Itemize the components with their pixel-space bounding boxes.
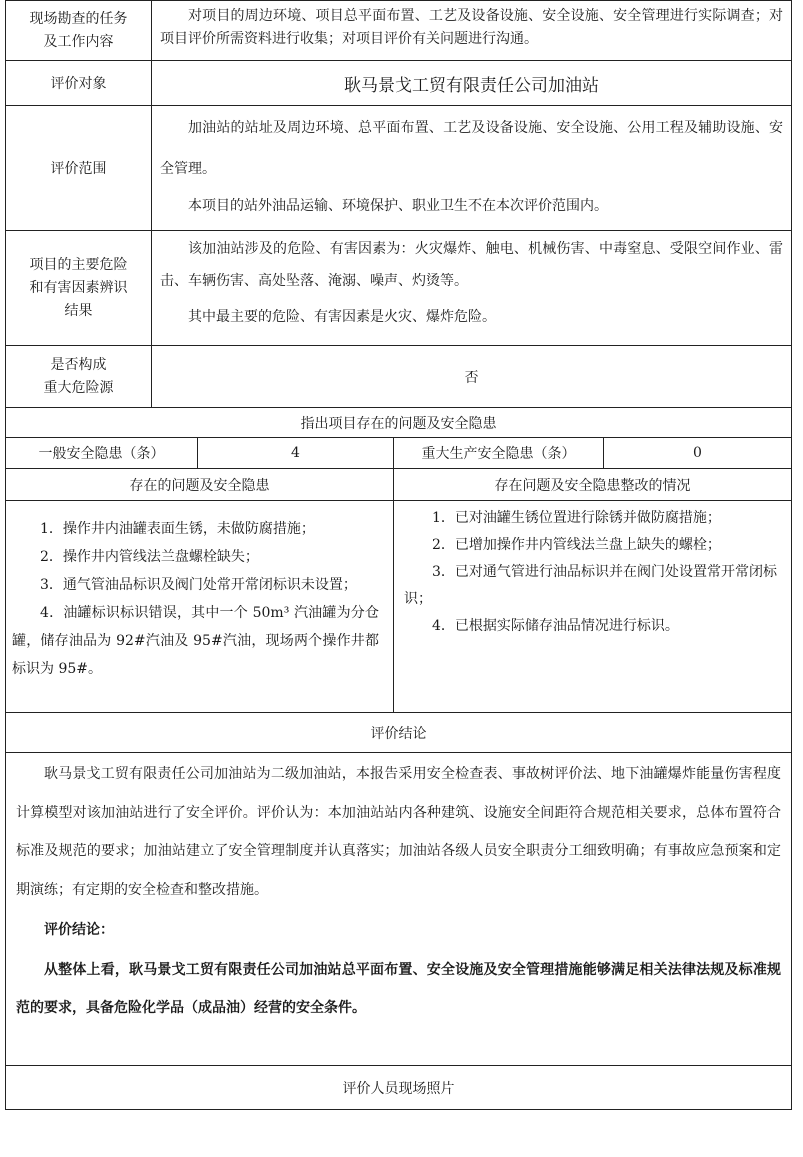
scope-paragraph-1: 加油站的站址及周边环境、总平面布置、工艺及设备设施、安全设施、公用工程及辅助设施、安全管理。 <box>160 120 783 177</box>
major-hazard-count: 0 <box>693 445 702 461</box>
issues-header-cell <box>5 407 792 437</box>
problems-list-cell <box>5 500 393 712</box>
assessment-table <box>5 0 792 1110</box>
fixes-header-cell <box>393 468 792 500</box>
major-source-label-line-1: 是否构成 <box>50 356 107 373</box>
photos-label: 评价人员现场照片 <box>342 1080 455 1097</box>
hazard-paragraph-1: 该加油站涉及的危险、有害因素为：火灾爆炸、触电、机械伤害、中毒窒息、受限空间作业、雷击、车辆伤害、高处坠落、淹溺、噪声、灼烫等。 <box>160 241 783 289</box>
object-value: 耿马景戈工贸有限责任公司加油站 <box>344 75 599 96</box>
problem-item: 3．通气管油品标识及阀门处常开常闭标识未设置； <box>40 577 357 593</box>
hazard-label-cell <box>5 230 151 345</box>
general-hazard-count: 4 <box>291 445 300 461</box>
scope-label: 评价范围 <box>50 161 107 177</box>
hazard-content-cell <box>151 230 792 345</box>
scope-paragraph-2: 本项目的站外油品运输、环境保护、职业卫生不在本次评价范围内。 <box>188 198 608 214</box>
general-hazard-label-cell <box>5 437 197 468</box>
conclusion-text: 耿马景戈工贸有限责任公司加油站为二级加油站，本报告采用安全检查表、事故树评价法、地下油罐爆炸能量伤害程度计算模型对该加油站进行了安全评价。评价认为：本加油站站内各种建筑、设施安全间距符合规范相关要求，总体布置符合标准及规范的要求；加油站建立了安全管理制度并认真落实；加油站各级人员安全职责分工细致明确；有事故应急预案和定期演练；有定期的安全检查和整改措施。 <box>16 766 781 898</box>
major-source-label-line-2: 重大危险源 <box>43 379 114 396</box>
fixes-header: 存在问题及安全隐患整改的情况 <box>494 477 691 494</box>
fix-item: 1．已对油罐生锈位置进行除锈并做防腐措施； <box>432 510 721 526</box>
conclusion-bold-heading: 评价结论： <box>44 922 114 938</box>
task-content-cell <box>151 0 792 60</box>
task-label-cell <box>5 0 151 60</box>
hazard-label-line-1: 项目的主要危险 <box>29 256 128 273</box>
object-label: 评价对象 <box>50 76 107 92</box>
scope-label-cell <box>5 105 151 230</box>
major-source-label-cell <box>5 345 151 407</box>
general-hazard-count-cell <box>197 437 393 468</box>
issues-header: 指出项目存在的问题及安全隐患 <box>300 415 497 432</box>
conclusion-header-cell <box>5 712 792 752</box>
task-text: 对项目的周边环境、项目总平面布置、工艺及设备设施、安全设施、安全管理进行实际调查；对项目评价所需资料进行收集；对项目评价有关问题进行沟通。 <box>160 8 783 47</box>
fix-item: 3．已对通气管进行油品标识并在阀门处设置常开常闭标识； <box>404 564 777 607</box>
object-label-cell <box>5 60 151 105</box>
fix-item: 4．已根据实际储存油品情况进行标识。 <box>432 618 679 634</box>
major-hazard-label-cell <box>393 437 603 468</box>
problem-item: 2．操作井内管线法兰盘螺栓缺失； <box>40 549 259 565</box>
task-label-line-2: 及工作内容 <box>43 33 114 50</box>
task-label-line-1: 现场勘查的任务 <box>29 10 128 27</box>
major-hazard-count-cell <box>603 437 792 468</box>
major-source-value-cell <box>151 345 792 407</box>
hazard-paragraph-2: 其中最主要的危险、有害因素是火灾、爆炸危险。 <box>188 309 496 325</box>
hazard-label-line-3: 结果 <box>64 302 93 319</box>
fixes-list-cell <box>393 500 792 712</box>
general-hazard-label: 一般安全隐患（条） <box>38 446 165 462</box>
photos-header-cell <box>5 1065 792 1110</box>
problem-item: 1．操作井内油罐表面生锈，未做防腐措施； <box>40 521 315 537</box>
conclusion-body-cell <box>5 752 792 1065</box>
object-value-cell <box>151 60 792 105</box>
scope-content-cell <box>151 105 792 230</box>
hazard-label-line-2: 和有害因素辨识 <box>29 279 128 296</box>
conclusion-header: 评价结论 <box>370 725 427 742</box>
major-source-value: 否 <box>464 369 479 386</box>
fix-item: 2．已增加操作井内管线法兰盘上缺失的螺栓； <box>432 537 721 553</box>
major-hazard-label: 重大生产安全隐患（条） <box>421 446 576 462</box>
conclusion-bold-text: 从整体上看，耿马景戈工贸有限责任公司加油站总平面布置、安全设施及安全管理措施能够满足相关法律法规及标准规范的要求，具备危险化学品（成品油）经营的安全条件。 <box>16 962 781 1016</box>
problems-header: 存在的问题及安全隐患 <box>129 477 270 494</box>
problems-header-cell <box>5 468 393 500</box>
problem-item: 4．油罐标识标识错误，其中一个 50m³ 汽油罐为分仓罐，储存油品为 92#汽油及 95#汽油，现场两个操作井都标识为 95#。 <box>12 605 379 677</box>
